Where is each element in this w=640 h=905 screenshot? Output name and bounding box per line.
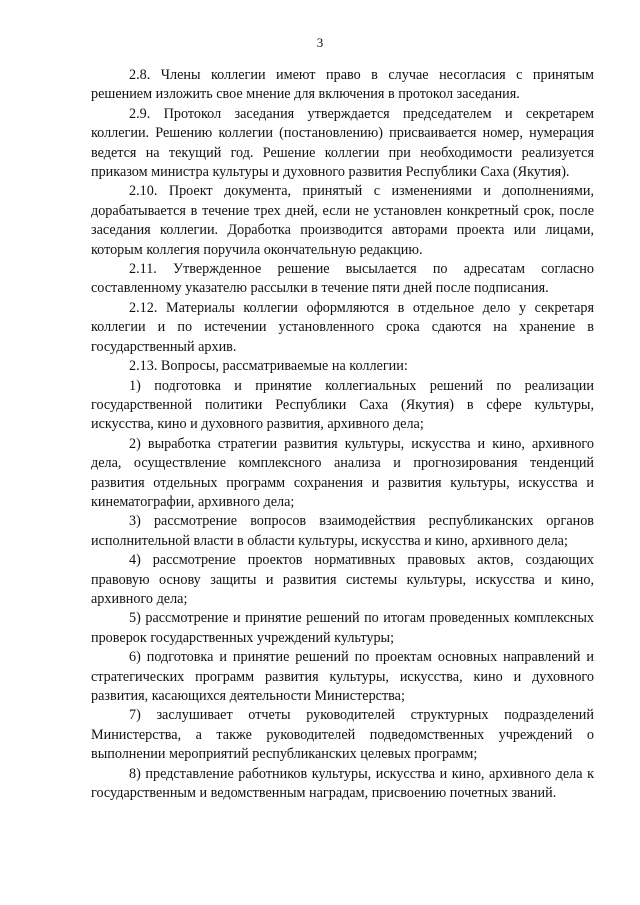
list-item-4: 4) рассмотрение проектов нормативных правовых актов, создающих правовую основу защиты и развития системы культуры, искусства и кино, архивного дела; <box>91 552 594 607</box>
list-item-6: 6) подготовка и принятие решений по проектам основных направлений и стратегических программ развития культуры, искусства, кино и духовного развития, касающихся деятельности Министерства; <box>91 649 594 704</box>
list-item-1: 1) подготовка и принятие коллегиальных решений по реализации государственной политики Республики Саха (Якутия) в сфере культуры, искусства, кино и духовного развития, архивного дела; <box>91 377 594 433</box>
list-item-3: 3) рассмотрение вопросов взаимодействия республиканских органов исполнительной власти в области культуры, искусства и кино, архивного дела; <box>91 513 594 549</box>
document-body <box>91 66 594 803</box>
paragraph-2-13: 2.13. Вопросы, рассматриваемые на коллегии: <box>129 358 408 375</box>
page-number: 3 <box>316 35 324 50</box>
list-item-2: 2) выработка стратегии развития культуры, искусства и кино, архивного дела, осуществление комплексного анализа и прогнозирования тенденций развития отдельных программ сохранения и развития культуры, искусства и кинематографии, архивного дела; <box>91 435 594 510</box>
list-item-8: 8) представление работников культуры, искусства и кино, архивного дела к государственным и ведомственным наградам, присвоению почетных званий. <box>91 765 594 802</box>
list-item-5: 5) рассмотрение и принятие решений по итогам проведенных комплексных проверок государственных учреждений культуры; <box>91 610 594 646</box>
paragraph-2-12: 2.12. Материалы коллегии оформляются в отдельное дело у секретаря коллегии и по истечении установленного срока сдаются на хранение в государственный архив. <box>91 299 594 355</box>
paragraph-2-8: 2.8. Члены коллегии имеют право в случае несогласия с принятым решением изложить свое мнение для включения в протокол заседания. <box>91 67 594 103</box>
paragraph-2-10: 2.10. Проект документа, принятый с изменениями и дополнениями, дорабатывается в течение трех дней, если не установлен конкретный срок, после заседания коллегии. Доработка производится авторами проекта или лицами, которым коллегия поручила окончательную редакцию. <box>91 183 594 258</box>
paragraph-2-11: 2.11. Утвержденное решение высылается по адресатам согласно составленному указателю рассылки в течение пяти дней после подписания. <box>91 261 594 297</box>
list-item-7: 7) заслушивает отчеты руководителей структурных подразделений Министерства, а также руководителей подведомственных учреждений о выполнении мероприятий республиканских целевых программ; <box>91 707 594 763</box>
paragraph-2-9: 2.9. Протокол заседания утверждается председателем и секретарем коллегии. Решению коллегии (постановлению) присваивается номер, нумерация ведется на текущий год. Решение коллегии при необходимости реализуется приказом министра культуры и духовного развития Республики Саха (Якутия). <box>91 105 594 181</box>
